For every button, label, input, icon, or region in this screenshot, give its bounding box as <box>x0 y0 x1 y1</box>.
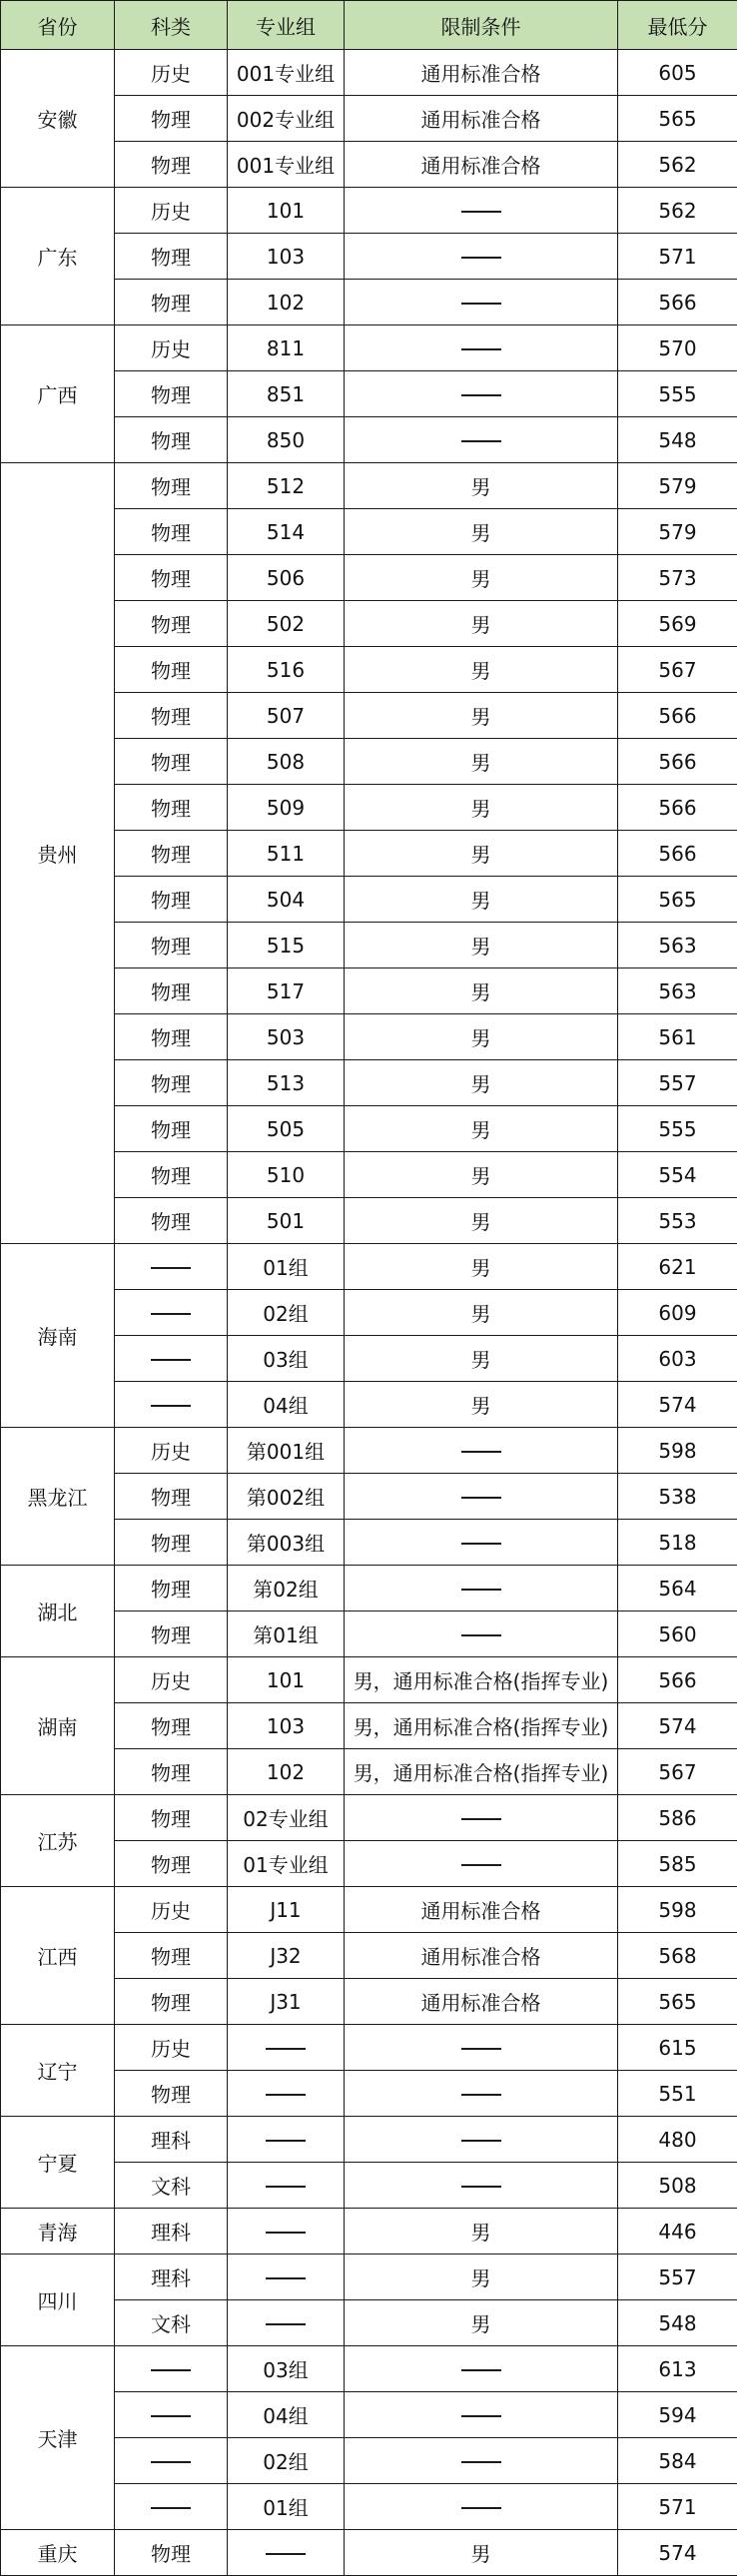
empty-dash <box>461 394 501 396</box>
group-cell: J31 <box>228 1979 345 2025</box>
min-score-cell: 555 <box>618 1106 737 1152</box>
subject-cell: 理科 <box>115 2117 228 2163</box>
empty-dash <box>461 2415 501 2417</box>
subject-cell: 物理 <box>115 968 228 1014</box>
subject-cell: 理科 <box>115 2209 228 2254</box>
province-cell: 江苏 <box>1 1795 115 1887</box>
group-cell <box>228 2300 345 2346</box>
empty-dash <box>461 1543 501 1545</box>
condition-cell: 男 <box>345 785 618 831</box>
empty-dash <box>461 257 501 259</box>
min-score-cell: 585 <box>618 1841 737 1887</box>
group-cell: 02组 <box>228 2438 345 2484</box>
subject-cell: 物理 <box>115 1703 228 1749</box>
group-cell: 512 <box>228 463 345 509</box>
subject-cell: 物理 <box>115 1198 228 1244</box>
province-cell: 青海 <box>1 2209 115 2254</box>
group-cell: 102 <box>228 280 345 325</box>
min-score-cell: 565 <box>618 96 737 142</box>
condition-cell: 通用标准合格 <box>345 50 618 96</box>
group-cell: 507 <box>228 693 345 739</box>
table-row <box>1 325 737 371</box>
empty-dash <box>151 1359 191 1361</box>
min-score-cell: 566 <box>618 739 737 785</box>
group-cell <box>228 2071 345 2117</box>
subject-cell: 物理 <box>115 555 228 601</box>
group-cell: 508 <box>228 739 345 785</box>
group-cell: 103 <box>228 1703 345 1749</box>
min-score-cell: 579 <box>618 509 737 555</box>
condition-cell: 男 <box>345 923 618 968</box>
min-score-cell: 560 <box>618 1611 737 1657</box>
group-cell: 513 <box>228 1060 345 1106</box>
condition-cell <box>345 2392 618 2438</box>
condition-cell: 男 <box>345 601 618 647</box>
min-score-cell: 603 <box>618 1336 737 1382</box>
min-score-cell: 553 <box>618 1198 737 1244</box>
group-cell: 505 <box>228 1106 345 1152</box>
min-score-cell: 569 <box>618 601 737 647</box>
province-cell: 安徽 <box>1 50 115 188</box>
min-score-cell: 564 <box>618 1566 737 1611</box>
group-cell <box>228 2209 345 2254</box>
subject-cell <box>115 2346 228 2392</box>
condition-cell: 男 <box>345 1014 618 1060</box>
subject-cell: 物理 <box>115 1979 228 2025</box>
empty-dash <box>461 2507 501 2509</box>
subject-cell: 物理 <box>115 601 228 647</box>
condition-cell: 男 <box>345 1244 618 1290</box>
condition-cell <box>345 417 618 463</box>
table-row <box>1 2346 737 2392</box>
condition-cell: 男 <box>345 2530 618 2576</box>
condition-cell <box>345 1566 618 1611</box>
subject-cell: 物理 <box>115 2530 228 2576</box>
group-cell: 504 <box>228 877 345 923</box>
condition-cell: 男 <box>345 877 618 923</box>
subject-cell <box>115 1336 228 1382</box>
condition-cell: 男 <box>345 2254 618 2300</box>
group-cell: 516 <box>228 647 345 693</box>
group-cell: 514 <box>228 509 345 555</box>
subject-cell <box>115 1290 228 1336</box>
header-row <box>1 1 737 50</box>
min-score-cell: 518 <box>618 1520 737 1566</box>
condition-cell: 男，通用标准合格(指挥专业) <box>345 1703 618 1749</box>
table-row <box>1 1428 737 1474</box>
min-score-cell: 566 <box>618 1657 737 1703</box>
condition-cell <box>345 280 618 325</box>
subject-cell: 物理 <box>115 1520 228 1566</box>
subject-cell: 物理 <box>115 1152 228 1198</box>
condition-cell: 男 <box>345 1152 618 1198</box>
empty-dash <box>461 1864 501 1866</box>
condition-cell <box>345 1520 618 1566</box>
subject-cell: 物理 <box>115 693 228 739</box>
group-cell: 04组 <box>228 2392 345 2438</box>
group-cell: 03组 <box>228 1336 345 1382</box>
subject-cell: 物理 <box>115 1749 228 1795</box>
min-score-cell: 554 <box>618 1152 737 1198</box>
min-score-cell: 565 <box>618 1979 737 2025</box>
group-cell: 03组 <box>228 2346 345 2392</box>
group-cell: J32 <box>228 1933 345 1979</box>
group-cell: 001专业组 <box>228 50 345 96</box>
subject-cell: 物理 <box>115 785 228 831</box>
min-score-cell: 571 <box>618 2484 737 2530</box>
subject-cell: 理科 <box>115 2254 228 2300</box>
subject-cell: 物理 <box>115 1014 228 1060</box>
empty-dash <box>461 2140 501 2142</box>
min-score-cell: 613 <box>618 2346 737 2392</box>
min-score-cell: 598 <box>618 1887 737 1933</box>
subject-cell: 历史 <box>115 2025 228 2071</box>
group-cell <box>228 2025 345 2071</box>
empty-dash <box>151 2369 191 2371</box>
min-score-cell: 573 <box>618 555 737 601</box>
province-cell: 湖南 <box>1 1657 115 1795</box>
condition-cell: 男 <box>345 2300 618 2346</box>
header-condition: 限制条件 <box>345 1 618 50</box>
min-score-cell: 621 <box>618 1244 737 1290</box>
condition-cell <box>345 2484 618 2530</box>
empty-dash <box>461 2094 501 2096</box>
subject-cell: 历史 <box>115 1657 228 1703</box>
subject-cell <box>115 1382 228 1428</box>
empty-dash <box>151 1313 191 1315</box>
empty-dash <box>461 303 501 305</box>
subject-cell: 物理 <box>115 923 228 968</box>
condition-cell: 通用标准合格 <box>345 142 618 188</box>
min-score-cell: 563 <box>618 923 737 968</box>
province-cell: 四川 <box>1 2254 115 2346</box>
group-cell: 515 <box>228 923 345 968</box>
group-cell: 502 <box>228 601 345 647</box>
group-cell: 02组 <box>228 1290 345 1336</box>
condition-cell <box>345 2025 618 2071</box>
table-row <box>1 2209 737 2254</box>
group-cell: 第002组 <box>228 1474 345 1520</box>
subject-cell: 物理 <box>115 739 228 785</box>
min-score-cell: 557 <box>618 1060 737 1106</box>
empty-dash <box>266 2232 306 2234</box>
condition-cell <box>345 1428 618 1474</box>
empty-dash <box>461 2048 501 2050</box>
group-cell <box>228 2117 345 2163</box>
empty-dash <box>461 2369 501 2371</box>
condition-cell <box>345 2071 618 2117</box>
province-cell: 湖北 <box>1 1566 115 1657</box>
group-cell: 01专业组 <box>228 1841 345 1887</box>
condition-cell: 男 <box>345 1198 618 1244</box>
condition-cell: 男 <box>345 739 618 785</box>
subject-cell <box>115 1244 228 1290</box>
empty-dash <box>266 2186 306 2188</box>
min-score-cell: 551 <box>618 2071 737 2117</box>
condition-cell: 男 <box>345 1290 618 1336</box>
province-cell: 重庆 <box>1 2530 115 2576</box>
min-score-cell: 548 <box>618 2300 737 2346</box>
group-cell <box>228 2163 345 2209</box>
empty-dash <box>461 348 501 350</box>
group-cell: 509 <box>228 785 345 831</box>
group-cell: 102 <box>228 1749 345 1795</box>
province-cell: 江西 <box>1 1887 115 2025</box>
group-cell: 851 <box>228 371 345 417</box>
min-score-cell: 598 <box>618 1428 737 1474</box>
condition-cell <box>345 2117 618 2163</box>
group-cell: 04组 <box>228 1382 345 1428</box>
table-row <box>1 188 737 234</box>
subject-cell: 历史 <box>115 1428 228 1474</box>
subject-cell: 文科 <box>115 2300 228 2346</box>
condition-cell: 男 <box>345 647 618 693</box>
empty-dash <box>151 1267 191 1269</box>
min-score-cell: 446 <box>618 2209 737 2254</box>
min-score-cell: 579 <box>618 463 737 509</box>
empty-dash <box>461 1589 501 1591</box>
empty-dash <box>461 1634 501 1636</box>
empty-dash <box>461 440 501 442</box>
header-province: 省份 <box>1 1 115 50</box>
subject-cell: 历史 <box>115 188 228 234</box>
table-header <box>1 1 737 50</box>
condition-cell: 男 <box>345 693 618 739</box>
min-score-cell: 568 <box>618 1933 737 1979</box>
condition-cell <box>345 371 618 417</box>
table-row <box>1 1657 737 1703</box>
min-score-cell: 567 <box>618 647 737 693</box>
min-score-cell: 566 <box>618 831 737 877</box>
min-score-cell: 571 <box>618 234 737 280</box>
subject-cell: 物理 <box>115 509 228 555</box>
subject-cell: 物理 <box>115 2071 228 2117</box>
condition-cell <box>345 2438 618 2484</box>
min-score-cell: 563 <box>618 968 737 1014</box>
table-row <box>1 1795 737 1841</box>
subject-cell <box>115 2484 228 2530</box>
subject-cell <box>115 2392 228 2438</box>
group-cell: 506 <box>228 555 345 601</box>
condition-cell: 男 <box>345 463 618 509</box>
group-cell: 第001组 <box>228 1428 345 1474</box>
subject-cell: 物理 <box>115 1566 228 1611</box>
min-score-cell: 562 <box>618 188 737 234</box>
min-score-cell: 574 <box>618 2530 737 2576</box>
province-cell: 广西 <box>1 325 115 463</box>
condition-cell: 男，通用标准合格(指挥专业) <box>345 1657 618 1703</box>
empty-dash <box>266 2323 306 2325</box>
condition-cell <box>345 1474 618 1520</box>
min-score-cell: 548 <box>618 417 737 463</box>
min-score-cell: 567 <box>618 1749 737 1795</box>
group-cell: 002专业组 <box>228 96 345 142</box>
subject-cell: 物理 <box>115 142 228 188</box>
group-cell: 510 <box>228 1152 345 1198</box>
condition-cell: 男 <box>345 1382 618 1428</box>
min-score-cell: 480 <box>618 2117 737 2163</box>
header-group: 专业组 <box>228 1 345 50</box>
subject-cell <box>115 2438 228 2484</box>
condition-cell: 通用标准合格 <box>345 96 618 142</box>
group-cell: 01组 <box>228 2484 345 2530</box>
min-score-cell: 555 <box>618 371 737 417</box>
group-cell: 第02组 <box>228 1566 345 1611</box>
subject-cell: 物理 <box>115 1933 228 1979</box>
group-cell: 01组 <box>228 1244 345 1290</box>
group-cell: 503 <box>228 1014 345 1060</box>
group-cell: 第01组 <box>228 1611 345 1657</box>
min-score-cell: 615 <box>618 2025 737 2071</box>
min-score-cell: 609 <box>618 1290 737 1336</box>
subject-cell: 物理 <box>115 1841 228 1887</box>
empty-dash <box>266 2277 306 2279</box>
min-score-cell: 508 <box>618 2163 737 2209</box>
min-score-cell: 594 <box>618 2392 737 2438</box>
table-row <box>1 50 737 96</box>
condition-cell: 男 <box>345 1060 618 1106</box>
condition-cell <box>345 2163 618 2209</box>
condition-cell <box>345 325 618 371</box>
condition-cell: 通用标准合格 <box>345 1979 618 2025</box>
condition-cell: 男 <box>345 555 618 601</box>
min-score-cell: 561 <box>618 1014 737 1060</box>
group-cell: 02专业组 <box>228 1795 345 1841</box>
province-cell: 宁夏 <box>1 2117 115 2209</box>
province-cell: 黑龙江 <box>1 1428 115 1566</box>
table-body <box>1 50 737 2576</box>
province-cell: 广东 <box>1 188 115 325</box>
subject-cell: 物理 <box>115 1106 228 1152</box>
table-row <box>1 1244 737 1290</box>
group-cell: 501 <box>228 1198 345 1244</box>
min-score-cell: 586 <box>618 1795 737 1841</box>
subject-cell: 历史 <box>115 325 228 371</box>
condition-cell: 男 <box>345 968 618 1014</box>
min-score-cell: 566 <box>618 693 737 739</box>
condition-cell <box>345 188 618 234</box>
group-cell: J11 <box>228 1887 345 1933</box>
subject-cell: 物理 <box>115 463 228 509</box>
empty-dash <box>266 2140 306 2142</box>
condition-cell: 男 <box>345 1336 618 1382</box>
group-cell: 001专业组 <box>228 142 345 188</box>
table-row <box>1 2025 737 2071</box>
empty-dash <box>461 1818 501 1820</box>
condition-cell: 男 <box>345 1106 618 1152</box>
empty-dash <box>461 211 501 213</box>
subject-cell: 物理 <box>115 877 228 923</box>
province-cell: 贵州 <box>1 463 115 1244</box>
empty-dash <box>151 2461 191 2463</box>
condition-cell: 通用标准合格 <box>345 1933 618 1979</box>
min-score-cell: 565 <box>618 877 737 923</box>
condition-cell <box>345 1841 618 1887</box>
subject-cell: 历史 <box>115 1887 228 1933</box>
min-score-cell: 574 <box>618 1382 737 1428</box>
table-row <box>1 2117 737 2163</box>
table-row <box>1 1566 737 1611</box>
subject-cell: 物理 <box>115 1795 228 1841</box>
subject-cell: 物理 <box>115 1474 228 1520</box>
empty-dash <box>461 2461 501 2463</box>
table-row <box>1 2530 737 2576</box>
empty-dash <box>151 2415 191 2417</box>
min-score-cell: 538 <box>618 1474 737 1520</box>
province-cell: 辽宁 <box>1 2025 115 2117</box>
subject-cell: 物理 <box>115 280 228 325</box>
group-cell: 103 <box>228 234 345 280</box>
condition-cell <box>345 1611 618 1657</box>
group-cell <box>228 2254 345 2300</box>
group-cell: 511 <box>228 831 345 877</box>
table-row <box>1 2254 737 2300</box>
condition-cell: 男 <box>345 2209 618 2254</box>
subject-cell: 物理 <box>115 831 228 877</box>
min-score-cell: 566 <box>618 785 737 831</box>
subject-cell: 文科 <box>115 2163 228 2209</box>
group-cell: 101 <box>228 1657 345 1703</box>
table-row <box>1 463 737 509</box>
condition-cell: 通用标准合格 <box>345 1887 618 1933</box>
subject-cell: 历史 <box>115 50 228 96</box>
table-row <box>1 1887 737 1933</box>
group-cell <box>228 2530 345 2576</box>
empty-dash <box>266 2094 306 2096</box>
header-min-score: 最低分 <box>618 1 737 50</box>
province-cell: 天津 <box>1 2346 115 2530</box>
subject-cell: 物理 <box>115 371 228 417</box>
condition-cell <box>345 234 618 280</box>
condition-cell: 男，通用标准合格(指挥专业) <box>345 1749 618 1795</box>
subject-cell: 物理 <box>115 234 228 280</box>
empty-dash <box>266 2553 306 2555</box>
min-score-cell: 605 <box>618 50 737 96</box>
subject-cell: 物理 <box>115 1060 228 1106</box>
min-score-cell: 570 <box>618 325 737 371</box>
condition-cell <box>345 1795 618 1841</box>
subject-cell: 物理 <box>115 647 228 693</box>
min-score-cell: 584 <box>618 2438 737 2484</box>
group-cell: 101 <box>228 188 345 234</box>
empty-dash <box>461 2186 501 2188</box>
min-score-cell: 574 <box>618 1703 737 1749</box>
min-score-cell: 566 <box>618 280 737 325</box>
subject-cell: 物理 <box>115 1611 228 1657</box>
group-cell: 850 <box>228 417 345 463</box>
empty-dash <box>461 1451 501 1453</box>
empty-dash <box>461 1497 501 1499</box>
subject-cell: 物理 <box>115 417 228 463</box>
condition-cell <box>345 2346 618 2392</box>
condition-cell: 男 <box>345 831 618 877</box>
empty-dash <box>151 1405 191 1407</box>
empty-dash <box>266 2048 306 2050</box>
min-score-cell: 557 <box>618 2254 737 2300</box>
empty-dash <box>151 2507 191 2509</box>
group-cell: 517 <box>228 968 345 1014</box>
group-cell: 第003组 <box>228 1520 345 1566</box>
header-subject: 科类 <box>115 1 228 50</box>
province-cell: 海南 <box>1 1244 115 1428</box>
condition-cell: 男 <box>345 509 618 555</box>
min-score-cell: 562 <box>618 142 737 188</box>
subject-cell: 物理 <box>115 96 228 142</box>
group-cell: 811 <box>228 325 345 371</box>
